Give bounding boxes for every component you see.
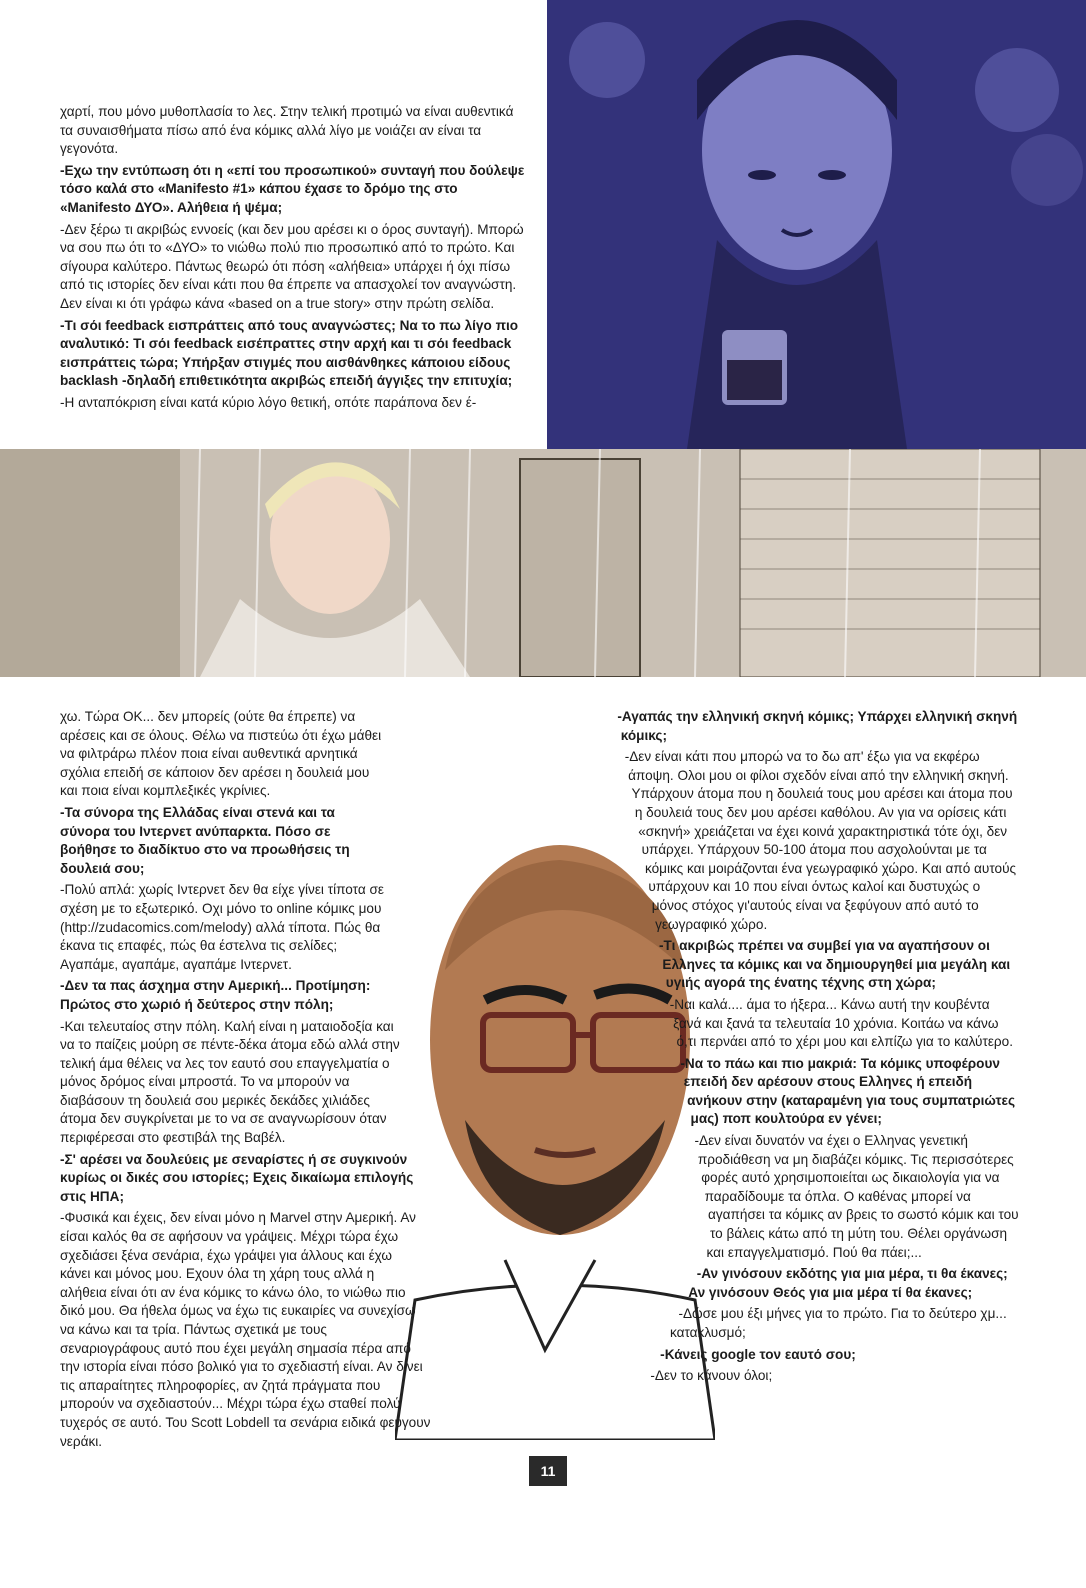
article-left-column — [60, 708, 530, 1518]
answer: -Πολύ απλά: χωρίς Ιντερνετ δεν θα είχε γίνει τίποτα σε σχέση με το εξωτερικό. Οχι μόνο το online κόμικς μου (http://zudacomics.com/melody) αλλά τίποτα. Πώς θα έκανα τις επαφές, πώς θα έστελνα τις σελίδες; Αγαπάμε, αγαπάμε, αγαπάμε Ιντερνετ. — [60, 882, 384, 972]
answer: -Και τελευταίος στην πόλη. Καλή είναι η ματαιοδοξία και να το παίζεις μούρη σε πέντε-δέκα άτομα εδώ αλλά στην τελική άμα θέλεις να λες τον εαυτό σου επαγγελματία ο μόνος δρόμος είναι μπροστά. Το να μπορούν να διαβάσουν τη δουλειά σου μερικές δεκάδες χιλιάδες άτομα δεν συγκρίνεται με το να σε αναγνωρίσουν όταν περιφέρεσαι στο φεστιβάλ της Βαβέλ. — [60, 1018, 400, 1146]
answer: -Η ανταπόκριση είναι κατά κύριο λόγο θετική, οπότε παράπονα δεν έ- — [60, 394, 477, 410]
question: -Αν γινόσουν εκδότης για μια μέρα, τι θα έκανες; Αν γινόσουν Θεός για μια μέρα τί θα έκανες; — [688, 1266, 1008, 1300]
answer: -Δεν ξέρω τι ακριβώς εννοείς (και δεν μου αρέσει κι ο όρος συνταγή). Μπορώ να σου πω ότι το «ΔΥΟ» το νιώθω πολύ πιο προσωπικό από το πρώτο. Και σίγουρα καλύτερο. Πάντως θεωρώ ότι πόση «αλήθεια» υπάρχει ή όχι πίσω από τις ιστορίες δεν είναι κάτι που θα έπρεπε να απασχολεί τον αναγνώστη. Δεν είναι κι ότι γράφω κάνα «based on a true story» στην πρώτη σελίδα. — [60, 221, 524, 311]
question: -Τι σόι feedback εισπράττεις από τους αναγνώστες; Να το πω λίγο πιο αναλυτικό: Τι σόι feedback εισέπραττες στην αρχή και τι σόι feedback εισπράττεις τώρα; Υπήρξαν στιγμές που αισθάνθηκες κάποιου είδους backlash -δηλαδή επιθετικότητα ακριβώς επειδή άγγιξες την επιτυχία; — [60, 317, 519, 389]
article-right-column — [550, 708, 1020, 1588]
question: -Τα σύνορα της Ελλάδας είναι στενά και τα σύνορα του Ιντερνετ ανύπαρκτα. Πόσο σε βοήθησε το διαδίκτυο στο να προωθήσεις τη δουλειά σου; — [60, 804, 350, 876]
answer: -Δεν το κάνουν όλοι; — [650, 1368, 773, 1384]
question: -Να το πάω και πιο μακριά: Τα κόμικς υποφέρουν επειδή δεν αρέσουν στους Ελληνες ή επειδή ανήκουν στην (καταραμένη για τους συμπατριώτες μας) ποπ κουλτούρα εν γένει; — [680, 1055, 1016, 1127]
answer: -Δεν είναι δυνατόν να έχει ο Ελληνας γενετική προδιάθεση να μη διαβάζει κόμικς. Τις περισσότερες φορές αυτό χρησιμοποιείται ως δικαιολογία για να παραδίδουμε τα όπλα. Ο καθένας μπορεί να αγαπήσει τα κόμικς αν βρεις το σωστό κόμικ και του το βάλεις κάτω από τη μύτη του. Θέλει οργάνωση και επαγγελματισμό. Πού θα πάει;... — [694, 1133, 1019, 1260]
question: -Κάνεις google τον εαυτό σου; — [660, 1346, 856, 1362]
question: -Δεν τα πας άσχημα στην Αμερική... Προτίμηση: Πρώτος στο χωριό ή δεύτερος στην πόλη; — [60, 978, 371, 1012]
comic-illustration-rain — [0, 449, 1086, 677]
page-number: 11 — [529, 1456, 567, 1486]
question: -Σ' αρέσει να δουλεύεις με σεναρίστες ή σε συγκινούν κυρίως οι δικές σου ιστορίες; Εχεις δικαίωμα επιλογής στις ΗΠΑ; — [60, 1151, 414, 1204]
answer: -Δώσε μου έξι μήνες για το πρώτο. Για το δεύτερο χμ... κατακλυσμό; — [670, 1306, 1007, 1340]
question: -Τι ακριβώς πρέπει να συμβεί για να αγαπήσουν οι Ελληνες τα κόμικς και να δημιουργηθεί μια μεγάλη και υγιής αγορά της ένατης τέχνης στη χώρα; — [659, 938, 1011, 991]
answer: χω. Τώρα ΟΚ... δεν μπορείς (ούτε θα έπρεπε) να αρέσεις και σε όλους. Θέλω να πιστεύω ότι έχω μάθει να φιλτράρω πλέον ποια είναι αυθεντικά αρνητικά σχόλια επειδή σε κάποιον δεν αρέσει η δουλειά μου και ποια είναι κομπλεξικές γκρίνιες. — [60, 709, 382, 799]
question: -Εχω την εντύπωση ότι η «επί του προσωπικού» συνταγή που δούλεψε τόσο καλά στο «Manifesto #1» κάπου έχασε το δρόμο της στο «Manifesto ΔΥΟ». Αλήθεια ή ψέμα; — [60, 162, 525, 215]
article-top-left — [60, 103, 525, 416]
question: -Αγαπάς την ελληνική σκηνή κόμικς; Υπάρχει ελληνική σκηνή κόμικς; — [617, 709, 1018, 743]
paragraph: χαρτί, που μόνο μυθοπλασία το λες. Στην τελική προτιμώ να είναι αυθεντικά τα συναισθήματα πίσω από ένα κόμικς αλλά λίγο με νοιάζει αν είναι τα γεγονότα. — [60, 104, 514, 157]
answer: -Ναι καλά.... άμα το ήξερα... Κάνω αυτή την κουβέντα ξανά και ξανά τα τελευταία 10 χρόνια. Κοιτάω να κάνω ό,τι περνάει από το χέρι μου και ελπίζω για το καλύτερο. — [669, 996, 1013, 1050]
answer: -Φυσικά και έχεις, δεν είναι μόνο η Marvel στην Αμερική. Αν είσαι καλός θα σε αφήσουν να γράψεις. Μέχρι τώρα έχω σχεδιάσει ξένα σενάρια, έχω γράψει για άλλους και έχω κάνει και μόνος μου. Εχουν όλα τη χάρη τους αλλά η αλήθεια είναι ότι αν ένα κόμικς το κάνω όλο, το νιώθω πιο δικό μου. Θα ήθελα όμως να έχω τις ευκαιρίες να συνεχίσω να κάνω και τα τρία. Πάντως σχετικά με τους σεναριογράφους αυτό που έχει μεγάλη σημασία πέρα από την ιστορία είναι πόσο βολικό για το σχεδιαστή είναι. Αν δίνει τις απαραίτητες πληροφορίες, αν ζητά πράγματα που μπορούν να σχεδιαστούν... Μέχρι τώρα έχω σταθεί πολύ τυχερός σε αυτό. Του Scott Lobdell τα σενάρια ειδικά φεύγουν νεράκι. — [60, 1210, 431, 1449]
comic-illustration-crowd — [547, 0, 1086, 449]
answer: -Δεν είναι κάτι που μπορώ να το δω απ' έξω για να εκφέρω άποψη. Ολοι μου οι φίλοι σχεδόν είναι από την ελληνική σκηνή. Υπάρχουν άτομα που η δουλειά τους μου αρέσει και άτομα που η δουλειά τους δεν μου αρέσει καθόλου. Αν για να ορίσεις κάτι «σκηνή» χρειάζεται να έχει κοινά χαρακτηριστικά τότε όχι, δεν υπάρχει. Υπάρχουν 50-100 άτομα που ασχολούνται με τα κόμικς και μοιράζονται ένα γεωγραφικό χώρο. Και από αυτούς υπάρχουν και 10 που είναι όντως καλοί και δυστυχώς ο μόνος στόχος γι'αυτούς είναι να ξεφύγουν από αυτό το γεωγραφικό χώρο. — [624, 749, 1017, 932]
